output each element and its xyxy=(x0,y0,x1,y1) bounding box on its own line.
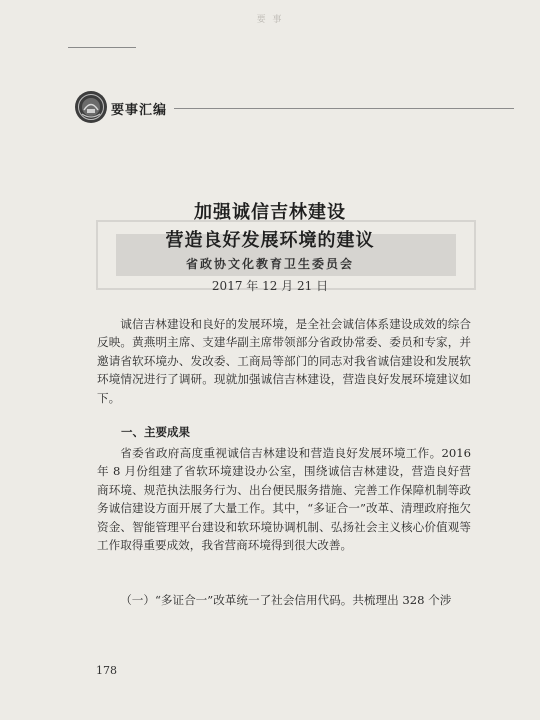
header-rule xyxy=(68,47,136,48)
section-banner xyxy=(74,90,514,124)
article-author: 省政协文化教育卫生委员会 xyxy=(185,257,354,271)
article-title-line2: 营造良好发展环境的建议 xyxy=(165,230,375,251)
banner-rule xyxy=(174,108,514,109)
article-date: 2017 年 12 月 21 日 xyxy=(211,279,329,293)
section-heading: 一、主要成果 xyxy=(121,425,190,439)
section-label: 要事汇编 xyxy=(111,103,168,118)
body-paragraph: （一）“多证合一”改革统一了社会信用代码。共梳理出 328 个涉 xyxy=(120,593,452,607)
running-head: 要 事 xyxy=(256,15,284,25)
article-title-line1: 加强诚信吉林建设 xyxy=(194,202,346,223)
page-number: 178 xyxy=(96,664,117,677)
body-paragraph: 诚信吉林建设和良好的发展环境，是全社会诚信体系建设成效的综合反映。黄燕明主席、支建华副主席带领部分省政协常委、委员和专家，并邀请省软环境办、发改委、工商局等部门的同志对我省诚信建设和发展软环境情况进行了调研。现就加强诚信吉林建设，营造良好发展环境建议如下。 xyxy=(97,317,471,405)
body-paragraph: 省委省政府高度重视诚信吉林建设和营造良好发展环境工作。2016 年 8 月份组建了省软环境建设办公室，围绕诚信吉林建设，营造良好营商环境、规范执法服务行为、出台便民服务措施、完善工作保障机制等政务诚信建设方面开展了大量工作。其中，“多证合一”改革、清理政府拖欠资金、智能管理平台建设和软环境协调机制、弘扬社会主义核心价值观等工作取得重要成效，我省营商环境得到很大改善。 xyxy=(97,446,471,553)
emblem-icon xyxy=(74,90,108,124)
